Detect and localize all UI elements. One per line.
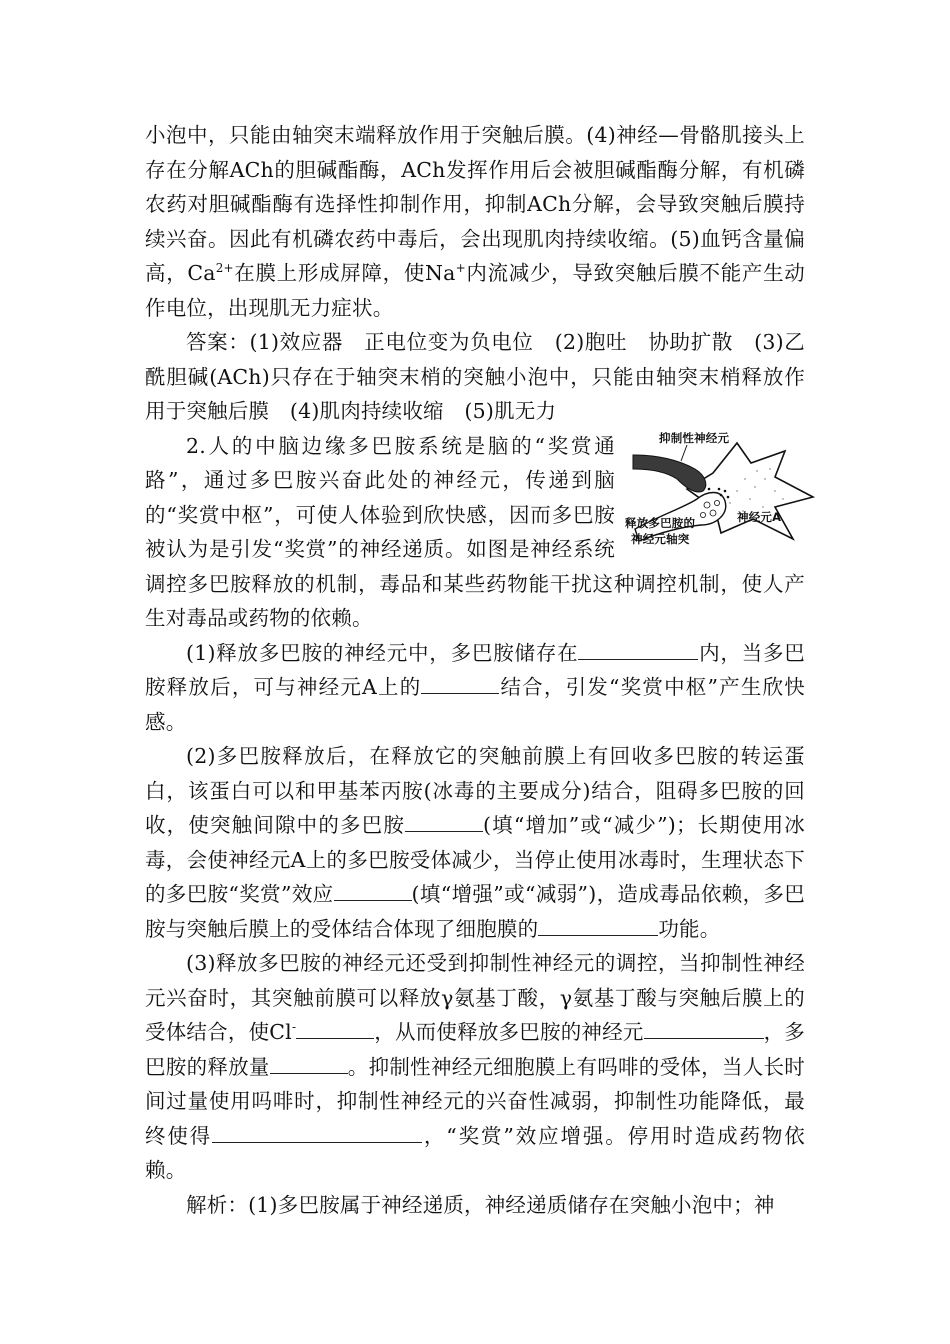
label-axon-line1: 释放多巴胺的 bbox=[625, 515, 696, 530]
text-run: (2)多巴胺释放后，在释放它的突触前膜上有回收多巴胺的转运蛋白，该蛋白可以和甲基苯丙胺(冰毒的主要成分)结合，阻碍多巴胺的回收，使突触间隙中的多巴胺 bbox=[145, 744, 805, 837]
text-run: 结合，引发“奖赏中枢”产生欣快感。 bbox=[145, 675, 805, 734]
text-run: 。抑制性神经元细胞膜上有吗啡的受体，当人长时间过量使用吗啡时，抑制性神经元的兴奋性减弱，抑制性功能降低，最终使得 bbox=[145, 1054, 805, 1148]
text-run: 小泡中，只能由轴突末端释放作用于突触后膜。(4)神经—骨骼肌接头上存在分解ACh的胆碱酯酶，ACh发挥作用后会被胆碱酯酶分解，有机磷农药对胆碱酯酶有选择性抑制作用，抑制ACh分解，会导致突触后膜持续兴奋。因此有机磷农药中毒后，会出现肌肉持续收缩。(5)血钙含量偏高，Ca bbox=[145, 123, 805, 285]
answer-blank[interactable] bbox=[334, 878, 412, 901]
answer-blank[interactable] bbox=[538, 913, 658, 936]
text-run: (填“增强”或“减弱”)，造成毒品依赖，多巴胺与突触后膜上的受体结合体现了细胞膜的 bbox=[145, 882, 805, 941]
text-run: ，多巴胺的释放量 bbox=[145, 1020, 805, 1079]
text-run: ，“奖赏”效应增强。停用时造成药物依赖。 bbox=[145, 1123, 805, 1182]
inhibitory-neuron-terminal bbox=[633, 455, 706, 492]
sub-question-2 bbox=[145, 739, 805, 946]
question-2-intro: 2.人的中脑边缘多巴胺系统是脑的“奖赏通路”，通过多巴胺兴奋此处的神经元，传递到脑的“奖赏中枢”，可使人体验到欣快感，因而多巴胺被认为是引发“奖赏”的神经递质。如图是神经系统调控多巴胺释放的机制，毒品和某些药物能干扰这种调控机制，使人产生对毒品或药物的依赖。 bbox=[145, 433, 805, 630]
answer-blank[interactable] bbox=[405, 809, 483, 832]
superscript: - bbox=[291, 1020, 297, 1034]
text-run: ，从而使释放多巴胺的神经元 bbox=[374, 1020, 644, 1044]
text-run: (填“增加”或“减少”)；长期使用冰毒，会使神经元A上的多巴胺受体减少，当停止使用冰毒时，生理状态下的多巴胺“奖赏”效应 bbox=[145, 813, 805, 906]
answer-blank[interactable] bbox=[296, 1016, 374, 1039]
label-neuron-a: 神经元A bbox=[737, 509, 782, 524]
paragraph-question-2 bbox=[145, 429, 805, 636]
sub-question-3 bbox=[145, 946, 805, 1188]
text-run: 在膜上形成屏障，使Na bbox=[233, 261, 456, 285]
answer-blank[interactable] bbox=[578, 637, 698, 660]
document-page bbox=[145, 118, 805, 1222]
text-run: (1)释放多巴胺的神经元中，多巴胺储存在 bbox=[186, 640, 579, 665]
answer-blank[interactable] bbox=[270, 1051, 348, 1074]
label-inhibitory-neuron: 抑制性神经元 bbox=[659, 430, 730, 445]
paragraph-explanation bbox=[145, 118, 805, 325]
paragraph-analysis: 解析：(1)多巴胺属于神经递质，神经递质储存在突触小泡中；神 bbox=[186, 1192, 775, 1217]
synapse-figure bbox=[625, 429, 815, 547]
answer-blank[interactable] bbox=[644, 1016, 764, 1039]
answer-blank[interactable] bbox=[421, 671, 499, 694]
paragraph-answer: 答案：(1)效应器 正电位变为负电位 (2)胞吐 协助扩散 (3)乙酰胆碱(ACh)只存在于轴突末梢的突触小泡中，只能由轴突末梢释放作用于突触后膜 (4)肌肉持续收缩 (5)肌无力 bbox=[145, 330, 805, 423]
sub-question-1 bbox=[145, 636, 805, 740]
label-pointer bbox=[681, 445, 687, 461]
superscript: 2+ bbox=[215, 261, 234, 275]
label-axon-line2: 神经元轴突 bbox=[631, 531, 690, 546]
text-run: 内流减少，导致突触后膜不能产生动作电位，出现肌无力症状。 bbox=[145, 261, 805, 320]
superscript: + bbox=[455, 261, 466, 275]
text-run: (3)释放多巴胺的神经元还受到抑制性神经元的调控，当抑制性神经元兴奋时，其突触前膜可以释放γ氨基丁酸，γ氨基丁酸与突触后膜上的受体结合，使Cl bbox=[145, 951, 805, 1044]
text-run: 内，当多巴胺释放后，可与神经元A上的 bbox=[145, 640, 806, 699]
text-run: 功能。 bbox=[658, 916, 721, 941]
answer-blank[interactable] bbox=[212, 1120, 422, 1143]
